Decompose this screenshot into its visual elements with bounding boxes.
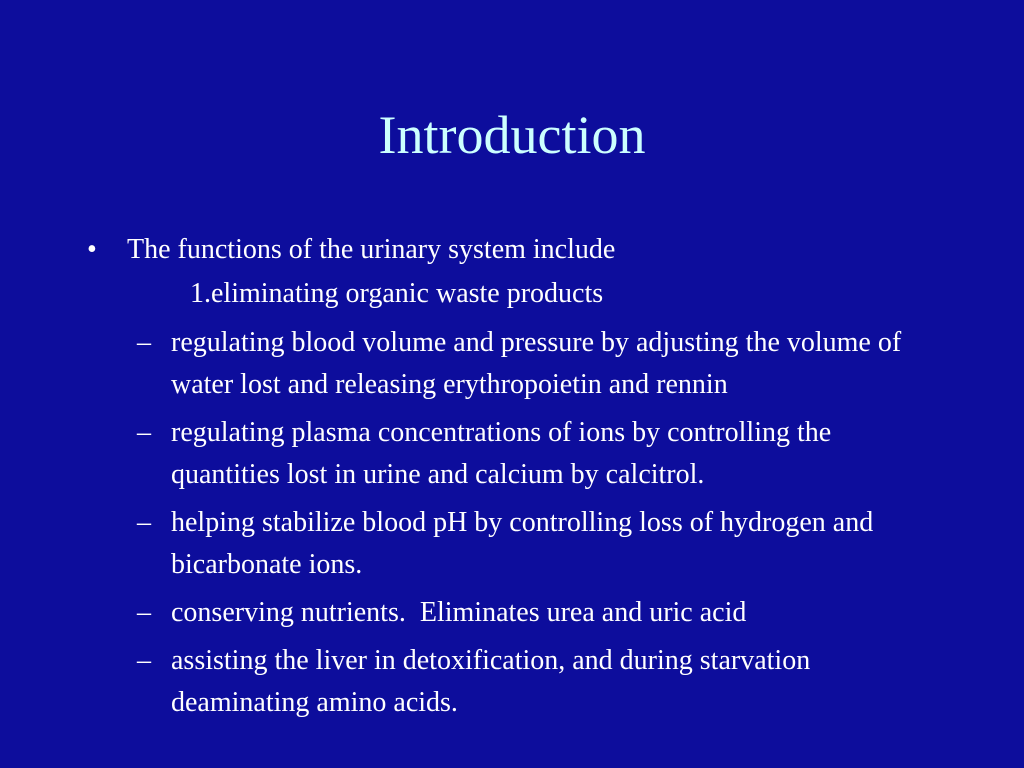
dash-icon: – (137, 597, 151, 628)
list-item (0, 502, 1024, 586)
list-item (0, 412, 1024, 496)
dash-icon: – (137, 507, 151, 538)
dash-icon: – (137, 327, 151, 358)
list-item-text: conserving nutrients. Eliminates urea and uric acid (171, 597, 747, 628)
list-item-text: regulating blood volume and pressure by adjusting the volume of water lost and releasing erythropoietin and rennin (171, 327, 902, 400)
list-item-text: helping stabilize blood pH by controlling loss of hydrogen and bicarbonate ions. (171, 507, 874, 580)
list-item (0, 322, 1024, 406)
main-bullet-text: The functions of the urinary system include (127, 234, 616, 265)
list-item-text: assisting the liver in detoxification, and during starvation deaminating amino acids. (171, 645, 811, 718)
slide-content (0, 228, 1024, 724)
bullet-icon: • (87, 234, 97, 265)
main-bullet-subline: 1.eliminating organic waste products (190, 278, 604, 309)
list-item (0, 640, 1024, 724)
dash-icon: – (137, 417, 151, 448)
main-bullet (0, 228, 1024, 316)
slide-title: Introduction (378, 105, 646, 165)
list-item (0, 592, 1024, 634)
list-item-text: regulating plasma concentrations of ions by controlling the quantities lost in urine and calcium by calcitrol. (171, 417, 832, 490)
dash-icon: – (137, 645, 151, 676)
